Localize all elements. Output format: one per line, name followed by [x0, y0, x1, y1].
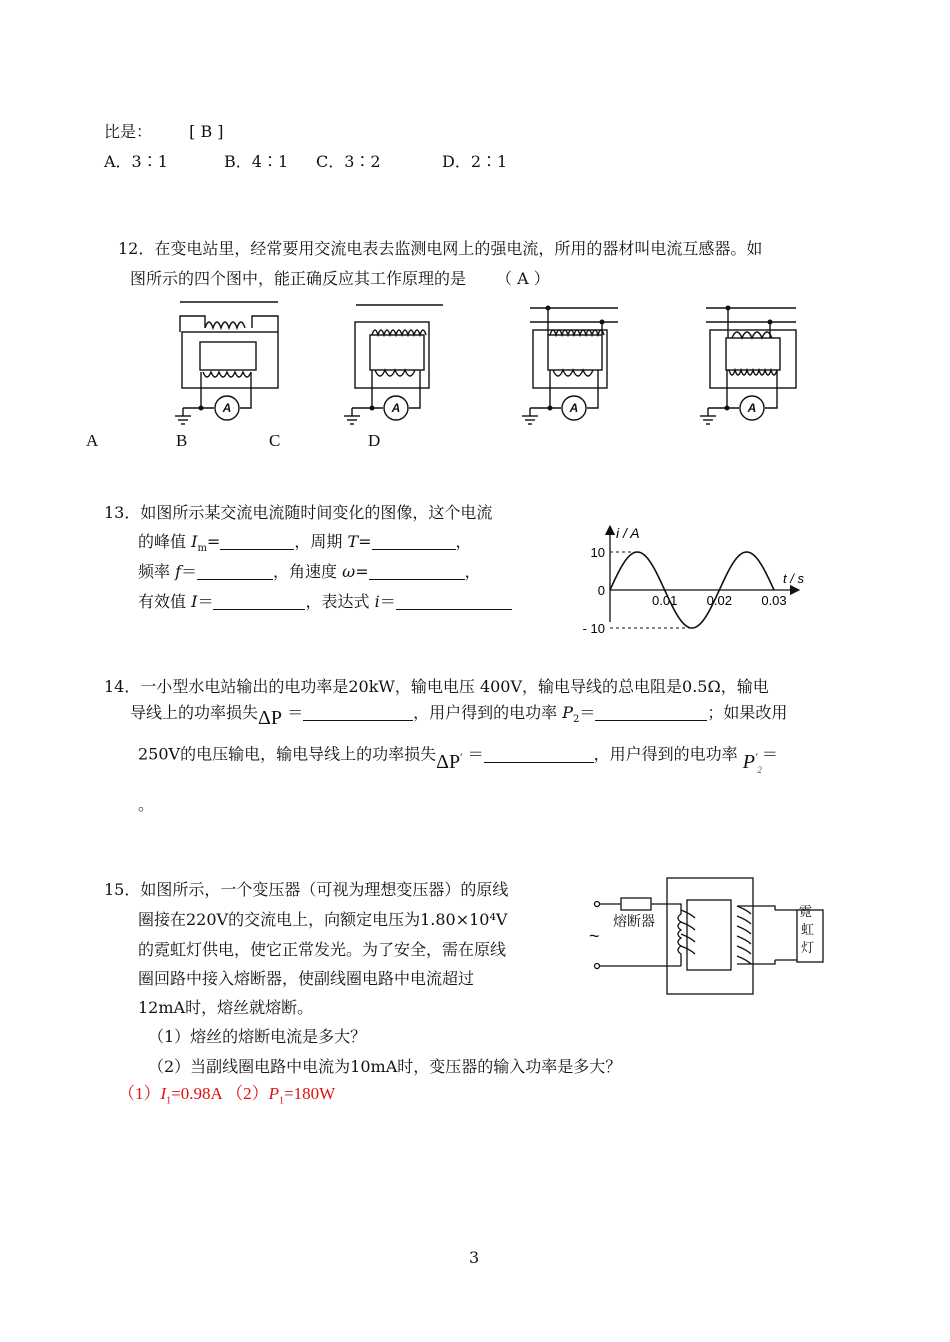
q15-line5: 12mA时，熔丝就熔断。 — [138, 998, 314, 1017]
q13-line3: 频率 f＝ ，角速度 ω= ， — [138, 562, 481, 581]
label-c: C — [269, 431, 281, 450]
q11-options — [104, 151, 507, 173]
transformer-core-inner — [687, 900, 731, 970]
neon-char-1: 霓 — [799, 904, 813, 919]
x-tick-label: 0.02 — [706, 593, 732, 608]
power-loss-2-blank[interactable] — [484, 746, 594, 763]
ammeter-b: A — [391, 401, 401, 415]
current-transformer-figures — [0, 290, 950, 430]
neon-char-3: 灯 — [801, 940, 815, 955]
y-tick-label: 10 — [590, 545, 605, 560]
x-tick-label: 0.03 — [761, 593, 787, 608]
q15-line1: 15．如图所示，一个变压器（可视为理想变压器）的原线 — [104, 880, 509, 899]
transformer-core-outer — [667, 878, 753, 994]
neon-char-2: 虹 — [801, 922, 815, 937]
page-number: 3 — [469, 1248, 480, 1267]
q11-answer: [ B ] — [189, 122, 224, 141]
y-tick-label: 0 — [597, 583, 605, 598]
user-power-blank[interactable] — [595, 704, 707, 721]
q15-sub1: （1）熔丝的熔断电流是多大？ — [148, 1027, 367, 1046]
ammeter-c: A — [569, 401, 579, 415]
label-a: A — [86, 431, 99, 450]
option-b: B．4∶1 — [224, 152, 289, 171]
x-axis-label: t / s — [783, 571, 804, 586]
x-tick-label: 0.01 — [652, 593, 678, 608]
transformer-figure — [585, 870, 835, 1000]
period-blank[interactable] — [372, 533, 456, 550]
q14-end: 。 — [138, 795, 155, 814]
y-tick-label: - 10 — [582, 621, 605, 636]
ammeter-a: A — [222, 401, 232, 415]
option-a: A．3∶1 — [104, 152, 168, 171]
q14-line2: 导线上的功率损失ΔP ＝ ，用户得到的电功率 $P_2=$ ；如果改用 — [130, 703, 788, 729]
frequency-blank[interactable] — [197, 563, 273, 580]
q15-answer: $(1)I_1=0.98A$ $(2)P_1=180W$ — [118, 1084, 336, 1107]
fuse-label: 熔断器 — [613, 913, 655, 929]
q14-line3: 250V的电压输电，输电导线上的功率损失ΔP′ ＝ ，用户得到的电功率 $P'_2=$ — [138, 744, 778, 775]
peak-blank[interactable] — [220, 533, 294, 550]
rms-blank[interactable] — [213, 593, 305, 610]
q13-line4: 有效值 I＝ ，表达式 i＝ — [138, 591, 512, 613]
q15-sub2: （2）当副线圈电路中电流为10mA时，变压器的输入功率是多大？ — [148, 1057, 622, 1076]
ac-symbol: ~ — [589, 926, 600, 946]
power-loss-blank[interactable] — [303, 704, 413, 721]
q15-line4: 圈回路中接入熔断器，使副线圈电路中电流超过 — [138, 969, 475, 988]
fuse — [621, 898, 651, 910]
expression-blank[interactable] — [396, 593, 512, 610]
q12-line1: 12．在变电站里，经常要用交流电表去监测电网上的强电流，所用的器材叫电流互感器。如 — [118, 239, 763, 258]
y-axis-label: i / A — [616, 525, 640, 541]
q13-line2: 的峰值 $I_m=$ ，周期 T= ， — [138, 532, 472, 555]
q15-line2: 圈接在220V的交流电上，向额定电压为1.80×10⁴V — [138, 910, 508, 929]
option-c: C．3∶2 — [316, 152, 381, 171]
label-b: B — [176, 431, 188, 450]
ammeter-d: A — [747, 401, 757, 415]
option-d: D．2∶1 — [442, 152, 508, 171]
q12-line2: 图所示的四个图中，能正确反应其工作原理的是 （ A ） — [130, 269, 550, 288]
sine-current-chart — [570, 522, 810, 647]
q15-line3: 的霓虹灯供电，使它正常发光。为了安全，需在原线 — [138, 940, 507, 959]
q13-line1: 13．如图所示某交流电流随时间变化的图像，这个电流 — [104, 503, 493, 522]
omega-blank[interactable] — [369, 563, 465, 580]
q12-answer: （ A ） — [496, 269, 550, 288]
label-d: D — [368, 431, 381, 450]
q14-line1: 14．一小型水电站输出的电功率是20kW，输电电压 400V，输电导线的总电阻是0.5Ω，输电 — [104, 677, 769, 696]
q11-tail: 比是： [ B ] — [104, 122, 224, 141]
